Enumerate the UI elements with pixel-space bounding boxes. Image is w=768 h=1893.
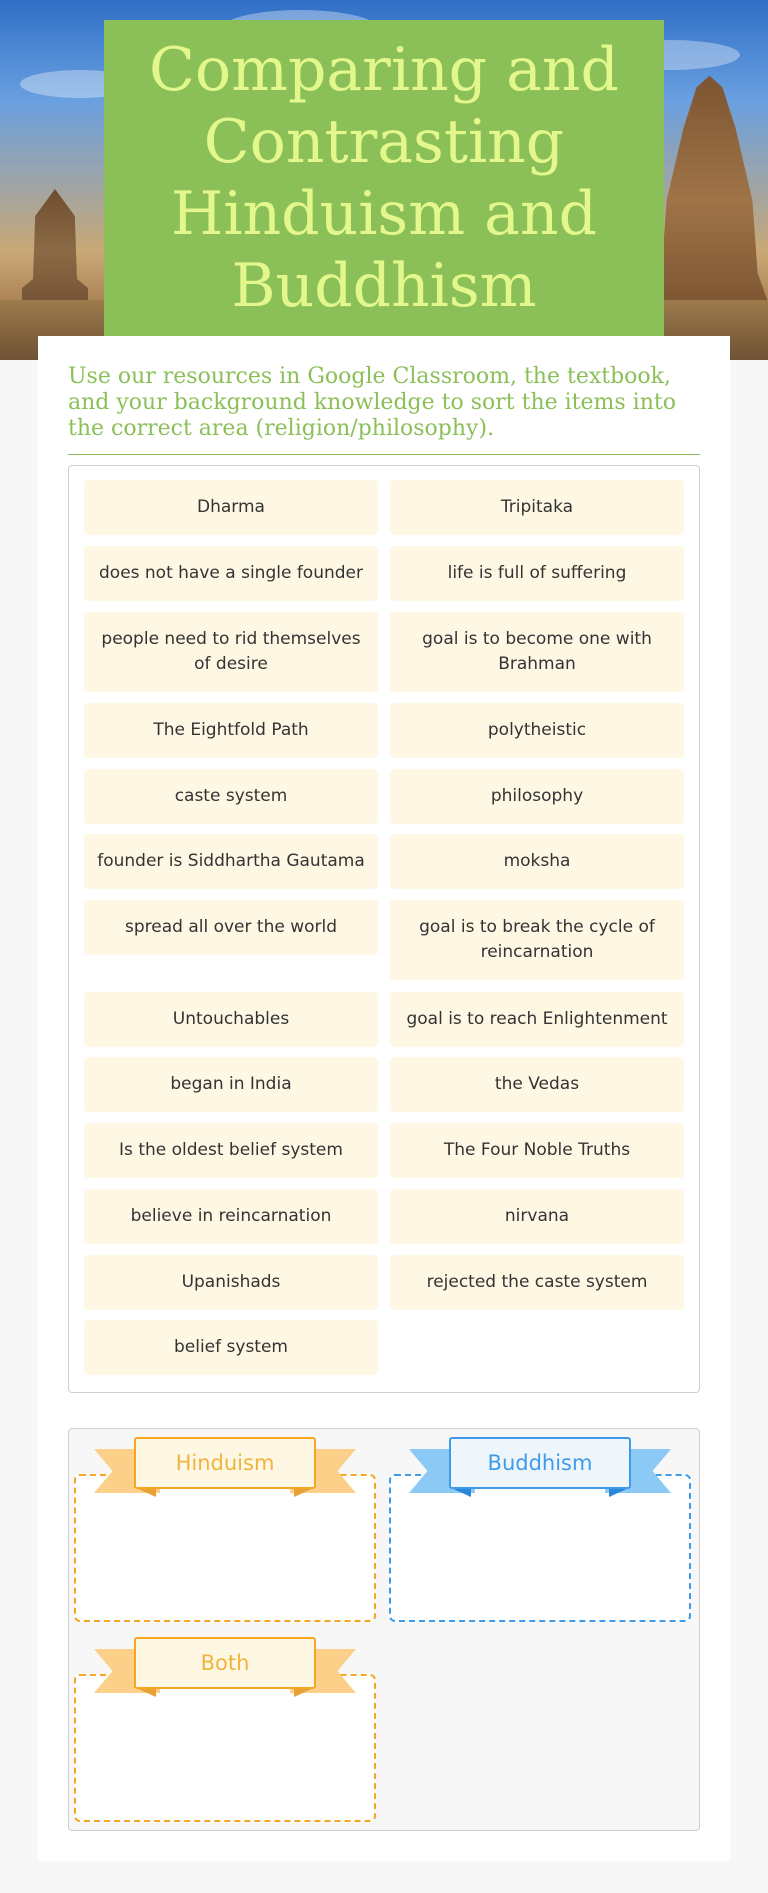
draggable-item[interactable]: philosophy: [390, 769, 684, 824]
hinduism-ribbon: [94, 1437, 356, 1505]
both-label: Both: [134, 1637, 316, 1689]
activity-card: [38, 336, 730, 1861]
hinduism-label: Hinduism: [134, 1437, 316, 1489]
draggable-item[interactable]: polytheistic: [390, 703, 684, 758]
draggable-item[interactable]: Is the oldest belief system: [84, 1123, 378, 1178]
draggable-item[interactable]: moksha: [390, 834, 684, 889]
draggable-item[interactable]: The Eightfold Path: [84, 703, 378, 758]
draggable-item[interactable]: does not have a single founder: [84, 546, 378, 601]
draggable-item[interactable]: Tripitaka: [390, 480, 684, 535]
draggable-item[interactable]: people need to rid themselves of desire: [84, 612, 378, 692]
draggable-item[interactable]: the Vedas: [390, 1057, 684, 1112]
draggable-item[interactable]: nirvana: [390, 1189, 684, 1244]
draggable-item[interactable]: caste system: [84, 769, 378, 824]
items-pool: [68, 465, 700, 1393]
buddhism-ribbon: [409, 1437, 671, 1505]
draggable-item[interactable]: Dharma: [84, 480, 378, 535]
draggable-item[interactable]: goal is to reach Enlightenment: [390, 992, 684, 1047]
draggable-item[interactable]: Untouchables: [84, 992, 378, 1047]
draggable-item[interactable]: believe in reincarnation: [84, 1189, 378, 1244]
draggable-item[interactable]: life is full of suffering: [390, 546, 684, 601]
draggable-item[interactable]: belief system: [84, 1320, 378, 1375]
draggable-item[interactable]: The Four Noble Truths: [390, 1123, 684, 1178]
draggable-item[interactable]: spread all over the world: [84, 900, 378, 955]
drop-zones-area: [68, 1428, 700, 1831]
draggable-item[interactable]: began in India: [84, 1057, 378, 1112]
title-box: [104, 20, 664, 336]
draggable-item[interactable]: Upanishads: [84, 1255, 378, 1310]
page-title: Comparing and Contrasting Hinduism and Buddhism: [149, 35, 619, 321]
hero-banner: [0, 0, 768, 360]
instructions-text: Use our resources in Google Classroom, the textbook, and your background knowledge to sort the items into the correct area (religion/philosophy).: [68, 364, 676, 441]
draggable-item[interactable]: goal is to break the cycle of reincarnation: [390, 900, 684, 980]
instructions-divider: [68, 454, 700, 455]
buddhism-label: Buddhism: [449, 1437, 631, 1489]
both-ribbon: [94, 1637, 356, 1705]
draggable-item[interactable]: goal is to become one with Brahman: [390, 612, 684, 692]
draggable-item[interactable]: founder is Siddhartha Gautama: [84, 834, 378, 889]
draggable-item[interactable]: rejected the caste system: [390, 1255, 684, 1310]
